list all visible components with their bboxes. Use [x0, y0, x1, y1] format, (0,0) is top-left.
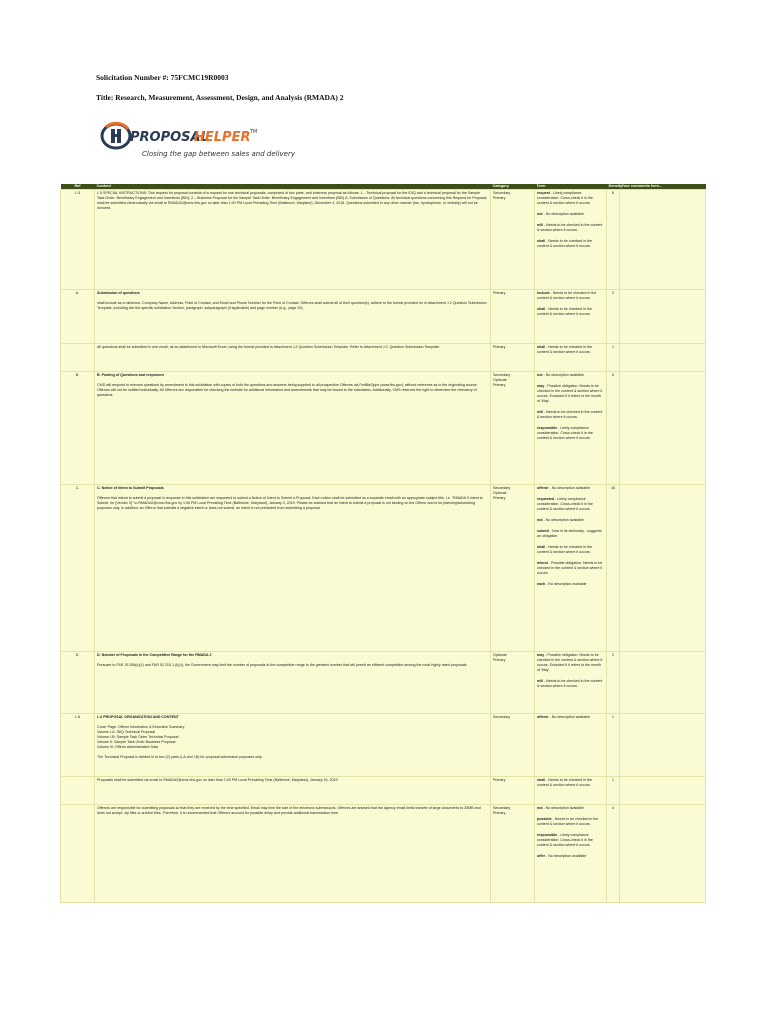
row-ref: L.6: [61, 713, 95, 776]
requirements-table: [60, 184, 706, 903]
term-entry: will - Needs to be checked in the content & section where it occurs.: [537, 409, 603, 419]
row-terms: [535, 343, 607, 371]
logo-brand-left: PROPOSAL: [130, 130, 209, 145]
content-heading: Submission of questions: [97, 290, 140, 295]
row-ref: [61, 804, 95, 902]
table-row: [61, 189, 706, 289]
table-row: [61, 713, 706, 776]
proposal-helper-logo: [98, 119, 295, 161]
table-row: [61, 343, 706, 371]
col-header-content: Content: [95, 184, 491, 189]
term-entry: will - Needs to be checked in the content & section where it occurs.: [537, 222, 603, 232]
row-comments[interactable]: [620, 804, 706, 902]
term-keyword: each: [537, 581, 546, 586]
content-heading: C. Notice of Intent to Submit Proposals: [97, 485, 164, 490]
row-category: Secondary: [491, 713, 535, 776]
term-keyword: include: [537, 290, 550, 295]
row-comments[interactable]: [620, 776, 706, 804]
row-content: [95, 343, 491, 371]
content-paragraph: Proposals shall be submitted via email to RMADA2@cms.hhs.gov no later than 1:00 PM Local Prevailing Time (Baltimore, Maryland), January 16, 2019.: [97, 777, 339, 782]
term-entry: each - No description available: [537, 581, 587, 586]
term-keyword: requested: [537, 496, 555, 501]
row-ref: D.: [61, 651, 95, 713]
row-terms: [535, 776, 607, 804]
row-density: 1: [607, 343, 620, 371]
row-terms: [535, 371, 607, 484]
row-content: [95, 189, 491, 289]
term-keyword: will: [537, 678, 543, 683]
row-comments[interactable]: [620, 484, 706, 651]
row-terms: [535, 651, 607, 713]
row-terms: [535, 804, 607, 902]
logo-brand-right: HELPER: [194, 130, 251, 145]
term-entry: shall - Needs to be checked in the content & section where it occurs.: [537, 306, 592, 316]
term-entry: will - Needs to be checked in the content & section where it occurs.: [537, 678, 603, 688]
row-ref: C.: [61, 484, 95, 651]
term-keyword: may: [537, 383, 545, 388]
row-comments[interactable]: [620, 289, 706, 343]
col-header-term: Term: [535, 184, 607, 189]
row-category: Secondary Primary: [491, 189, 535, 289]
table-row: [61, 776, 706, 804]
row-density: 1: [607, 776, 620, 804]
term-entry: offeror - No description available: [537, 714, 590, 719]
term-keyword: responsible: [537, 425, 558, 430]
term-keyword: shall: [537, 777, 546, 782]
row-category: Optional Primary: [491, 651, 535, 713]
logo-tagline: Closing the gap between sales and delivery: [142, 150, 295, 158]
term-keyword: intend: [537, 560, 548, 565]
row-density: 1: [607, 713, 620, 776]
term-entry: requested - Likely compliance consideration. Cross-check it in the content & section where it occurs.: [537, 496, 593, 511]
row-density: 6: [607, 189, 620, 289]
row-density: 16: [607, 484, 620, 651]
row-content: [95, 289, 491, 343]
row-content: [95, 484, 491, 651]
term-entry: possible - Needs to be checked in the content & section where it occurs.: [537, 816, 599, 826]
solicitation-title: Title: Research, Measurement, Assessment, Design, and Analysis (RMADA) 2: [96, 93, 344, 102]
row-ref: [61, 343, 95, 371]
term-keyword: offeror: [537, 485, 549, 490]
row-category: Secondary Optional Primary: [491, 371, 535, 484]
term-keyword: request: [537, 190, 550, 195]
col-header-category: Category: [491, 184, 535, 189]
term-entry: not - No description available: [537, 211, 584, 216]
row-density: 4: [607, 804, 620, 902]
row-density: 2: [607, 651, 620, 713]
term-entry: include - Needs to be checked in the content & section where it occurs.: [537, 290, 597, 300]
row-terms: [535, 289, 607, 343]
term-entry: responsible - Likely compliance consideration. Cross-check it in the content & section where it occurs.: [537, 832, 593, 847]
content-paragraph: The Technical Proposal is divided in to two (2) parts (I-A and I-B) for proposal submission purposes only.: [97, 754, 263, 759]
content-paragraph: CMS will respond to relevant questions by amendment to this solicitation with copies of both the questions and answers being supplied to all prospective Offerors via FedBizOpps (www.fbo.gov), without reference as to the originating source. Offerors will not be notified individually. All Offerors are responsible for checking the website for additional information and amendments that may be issued to the solicitation. Additionally, CMS reserves the right to determine the relevancy of questions.: [97, 382, 478, 397]
content-heading: D. Number of Proposals in the Competitive Range for the RMADA 2: [97, 652, 212, 657]
row-content: [95, 651, 491, 713]
term-entry: shall - Needs to be checked in the content & section where it occurs.: [537, 544, 592, 554]
term-keyword: not: [537, 372, 543, 377]
term-entry: request - Likely compliance consideration. Cross-check it in the content & section where it occurs.: [537, 190, 593, 205]
term-keyword: shall: [537, 238, 546, 243]
row-content: [95, 776, 491, 804]
row-ref: [61, 776, 95, 804]
content-paragraph: L.5 SPECIAL INSTRUCTIONS: This request for proposal consists of a request for one technical proposals, comprised of two parts, and business proposal as follows: 1 – Technical proposal for the IDIQ and a technical proposal for the Sample Task Order: Beneficiary Engagement and Incentives (BEI); 2 – Business Proposal for the Sample Task Order: Beneficiary Engagement and Incentives (BEI) A. Submission of Questions: All technical questions concerning this Request for Proposal shall be submitted electronically via email to RMADA2@cms.hhs.gov no later than 1:00 PM Local Prevailing Time (Baltimore, Maryland), December 4, 2018. Questions submitted in any other manner (fax, hyrdrophone, or verbally) will not be honored.: [97, 190, 487, 210]
row-ref: L.5: [61, 189, 95, 289]
table-row: [61, 371, 706, 484]
term-entry: may - Possible obligation. Needs to be checked in the content & section where it occurs. Excluded if it refers to the month of 'May'.: [537, 383, 603, 403]
row-category: Primary: [491, 776, 535, 804]
content-paragraph: Pursuant to FAR 15.306(c)(1) and FAR 52.215-1 (f)(4), the Government may limit the number of proposals in the competitive range to the greatest number that will permit an efficient competition among the most highly rated proposals.: [97, 662, 468, 667]
term-entry: shall - Needs to be checked in the content & section where it occurs.: [537, 344, 592, 354]
term-keyword: may: [537, 652, 545, 657]
row-category: Secondary Primary: [491, 804, 535, 902]
row-density: 5: [607, 371, 620, 484]
term-entry: may - Possible obligation. Needs to be checked in the content & section where it occurs. Excluded if it refers to the month of 'May'.: [537, 652, 603, 672]
row-density: 2: [607, 289, 620, 343]
term-entry: responsible - Likely compliance consideration. Cross-check it in the content & section where it occurs.: [537, 425, 593, 440]
logo-tm: TM: [250, 129, 258, 135]
content-paragraph: All questions shall be submitted in one email, as an attachment in Microsoft Excel, using the format provided in Attachment J.2 Question Submission Template. Refer to Attachment J.2, Question Submission Template.: [97, 344, 441, 349]
table-row: [61, 651, 706, 713]
row-category: Secondary Optional Primary: [491, 484, 535, 651]
term-entry: submit - Now in its dictionary - suggests an obligation: [537, 528, 602, 538]
term-entry: offeror - No description available: [537, 485, 590, 490]
row-category: Primary: [491, 289, 535, 343]
content-paragraph: Offerors that intend to submit a proposal in response to this solicitation are requested to submit a Notice of Intent to Submit a Proposal. Each notice shall be submitted as a separate email with an appropriate subject title, i.e. "RMADA II Intent to Submit, for [Vendor X]" to RMADA2@cms.hhs.gov by 1:00 PM Local Prevailing Time (Baltimore, Maryland), January 3, 2019. Please be advised that an intent to submit a proposal is not binding on the Offeror and is for planning/scheduling purposes only. In addition, an Offeror that submits a negative intent or does not submit, an intent is not precluded from submitting a proposal.: [97, 495, 483, 510]
term-keyword: offeror: [537, 714, 549, 719]
term-keyword: offer: [537, 853, 545, 858]
term-entry: shall - Needs to be checked in the content & section where it occurs.: [537, 238, 592, 248]
term-keyword: not: [537, 805, 543, 810]
row-ref: A.: [61, 289, 95, 343]
row-category: Primary: [491, 343, 535, 371]
content-paragraph: Offerors are responsible for submitting proposals so that they are received by the time specified. Email may limit the size of the electronic submissions. Offerors are advised that the Agency email limits transfer of large documents to 25MB and does not accept .zip files or archive files. Therefore, it is recommended that Offerors account for possible delay and provide additional transmission time.: [97, 805, 481, 815]
term-keyword: shall: [537, 306, 546, 311]
table-row: [61, 804, 706, 902]
term-keyword: responsible: [537, 832, 558, 837]
content-volume-list: Cover Page: Offeror Information & Executive Summary Volume I-A: IDIQ Technical Proposal Volume I-B: Sample Task Order Technical Proposal Volume II: Sample Task Order Business Proposal Volume III: Offeror Administrative Data: [97, 724, 185, 749]
row-comments[interactable]: [620, 189, 706, 289]
row-content: [95, 804, 491, 902]
term-entry: not - No description available: [537, 805, 584, 810]
term-entry: offer - No description available: [537, 853, 587, 858]
term-entry: not - No description available: [537, 517, 584, 522]
term-entry: shall - Needs to be checked in the content & section where it occurs.: [537, 777, 592, 787]
row-terms: [535, 713, 607, 776]
solicitation-number: Solicitation Number #: 75FCMC19R0003: [96, 73, 229, 82]
row-comments[interactable]: [620, 713, 706, 776]
row-ref: B.: [61, 371, 95, 484]
row-content: [95, 713, 491, 776]
col-header-ref: Ref: [61, 184, 95, 189]
row-terms: [535, 189, 607, 289]
term-keyword: shall: [537, 344, 546, 349]
content-paragraph: shall include as a minimum: Company Name, Address, Point of Contact, and Email and Phone Number for the Point of Contact. Offerors shall submit all of their question(s), adhere to the format provided for in Attachment J.2 Question Submission Template, including cite the specific solicitation Section, paragraph, subparagraph (if applicable) and page number (e.g., page 20).: [97, 300, 487, 310]
table-row: [61, 289, 706, 343]
row-comments[interactable]: [620, 371, 706, 484]
term-entry: intend - Possible obligation. Needs to be checked in the content & section where it occurs.: [537, 560, 603, 575]
row-comments[interactable]: [620, 651, 706, 713]
term-keyword: will: [537, 222, 543, 227]
table-row: [61, 484, 706, 651]
row-terms: [535, 484, 607, 651]
row-content: [95, 371, 491, 484]
term-keyword: shall: [537, 544, 546, 549]
col-header-density: Density: [608, 184, 623, 188]
content-heading: B. Posting of Questions and responses: [97, 372, 165, 377]
term-keyword: will: [537, 409, 543, 414]
term-keyword: not: [537, 517, 543, 522]
col-header-comments: Your comments here...: [620, 184, 706, 189]
term-keyword: not: [537, 211, 543, 216]
content-heading: L.6 PROPOSAL ORGANIZATION AND CONTENT: [97, 714, 179, 719]
term-entry: not - No description available: [537, 372, 584, 377]
term-keyword: submit: [537, 528, 549, 533]
row-comments[interactable]: [620, 343, 706, 371]
term-keyword: possible: [537, 816, 552, 821]
